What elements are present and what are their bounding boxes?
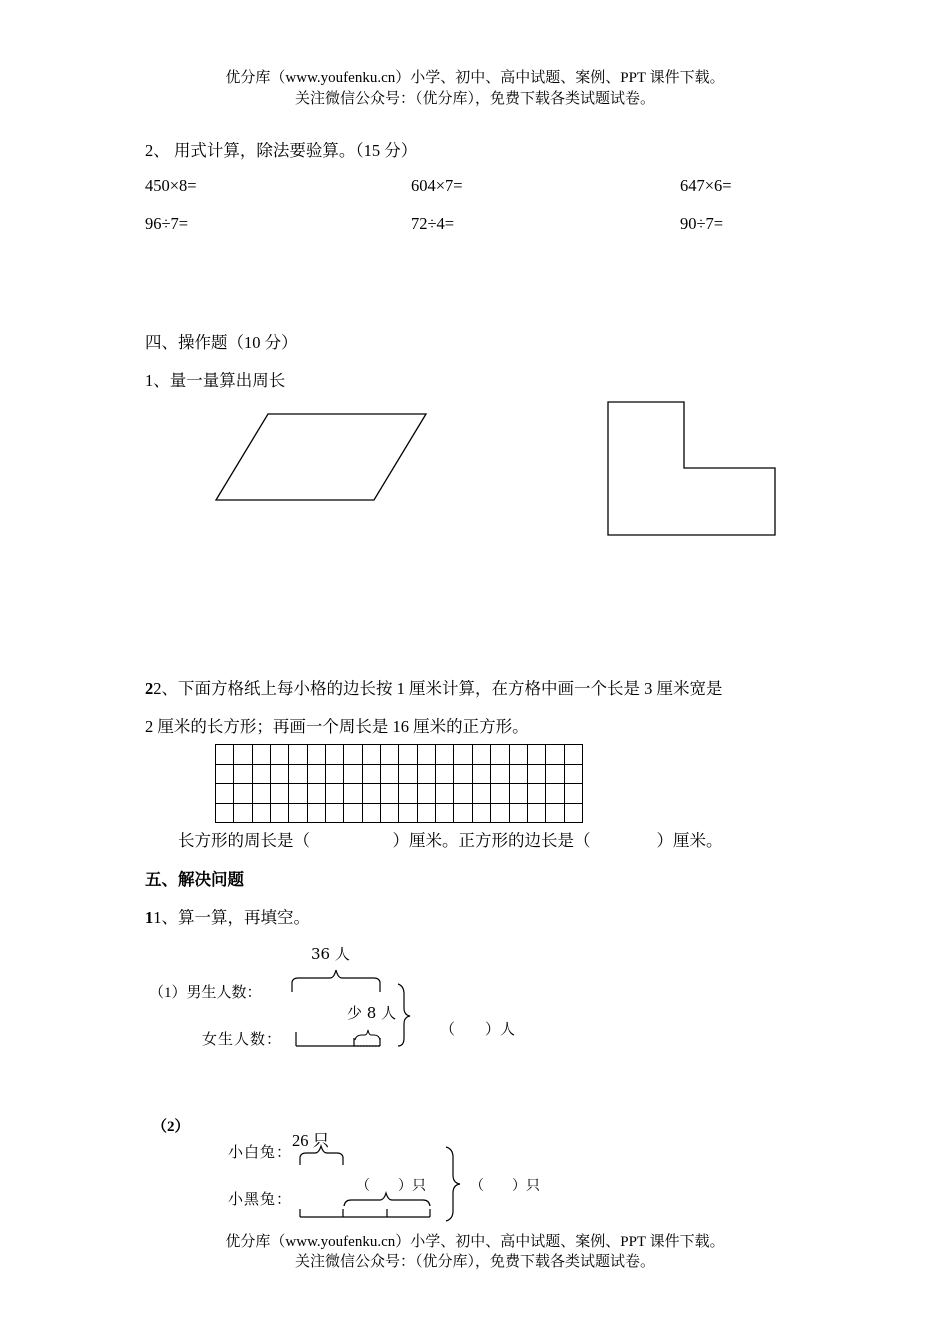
calc-question-title: 2、 用式计算，除法要验算。（15 分） bbox=[145, 141, 418, 160]
footer-line-1: 优分库（www.youfenku.cn）小学、初中、高中试题、案例、PPT 课件下载。 bbox=[225, 1234, 725, 1250]
grid-cell[interactable] bbox=[454, 765, 472, 785]
boys-brace bbox=[292, 970, 380, 992]
grid-cell[interactable] bbox=[528, 784, 546, 804]
boys-count-label: （1）男生人数： bbox=[149, 985, 262, 1001]
grid-cell[interactable] bbox=[473, 804, 491, 824]
grid-cell[interactable] bbox=[381, 745, 399, 765]
calc-problem-2: 604×7= bbox=[411, 176, 463, 195]
grid-cell[interactable] bbox=[399, 765, 417, 785]
grid-cell[interactable] bbox=[363, 745, 381, 765]
grid-cell[interactable] bbox=[436, 765, 454, 785]
l-shape bbox=[608, 402, 775, 535]
grid-cell[interactable] bbox=[528, 765, 546, 785]
grid-cell[interactable] bbox=[528, 745, 546, 765]
calc-problem-6: 90÷7= bbox=[680, 214, 724, 233]
grid-cell[interactable] bbox=[399, 804, 417, 824]
grid-cell[interactable] bbox=[473, 765, 491, 785]
girls-count-label: 女生人数： bbox=[202, 1030, 283, 1048]
grid-cell[interactable] bbox=[253, 804, 271, 824]
grid-cell[interactable] bbox=[491, 765, 509, 785]
grid-question-line-1 bbox=[145, 675, 723, 699]
grid-cell[interactable] bbox=[308, 804, 326, 824]
grid-cell[interactable] bbox=[344, 804, 362, 824]
grid-cell[interactable] bbox=[363, 804, 381, 824]
solve-question-number: 1 bbox=[145, 908, 154, 927]
diagram1-right-brace bbox=[398, 984, 410, 1046]
header-line-1: 优分库（www.youfenku.cn）小学、初中、高中试题、案例、PPT 课件下载。 bbox=[225, 70, 725, 86]
calc-problem-3: 647×6= bbox=[680, 176, 732, 195]
grid-cell[interactable] bbox=[454, 804, 472, 824]
diagram1-answer-blank: （ ）人 bbox=[440, 1022, 516, 1038]
grid-cell[interactable] bbox=[234, 804, 252, 824]
less-people-label: 少 8 人 bbox=[347, 1004, 397, 1022]
grid-cell[interactable] bbox=[344, 765, 362, 785]
header-line-2: 关注微信公众号：（优分库），免费下载各类试题试卷。 bbox=[294, 91, 655, 107]
grid-cell[interactable] bbox=[399, 784, 417, 804]
grid-cell[interactable] bbox=[510, 745, 528, 765]
grid-cell[interactable] bbox=[565, 784, 583, 804]
section-5-title: 五、解决问题 bbox=[145, 870, 244, 889]
grid-cell[interactable] bbox=[491, 804, 509, 824]
white-rabbit-count: 26 只 bbox=[292, 1131, 330, 1150]
grid-cell[interactable] bbox=[418, 804, 436, 824]
grid-cell[interactable] bbox=[565, 804, 583, 824]
grid-cell[interactable] bbox=[546, 765, 564, 785]
grid-cell[interactable] bbox=[289, 804, 307, 824]
grid-cell[interactable] bbox=[528, 804, 546, 824]
grid-cell[interactable] bbox=[363, 784, 381, 804]
grid-cell[interactable] bbox=[289, 745, 307, 765]
grid-cell[interactable] bbox=[546, 784, 564, 804]
grid-cell[interactable] bbox=[308, 784, 326, 804]
grid-cell[interactable] bbox=[399, 745, 417, 765]
grid-cell[interactable] bbox=[510, 784, 528, 804]
grid-cell[interactable] bbox=[418, 765, 436, 785]
black-rabbit-label: 小黑兔： bbox=[228, 1190, 293, 1208]
grid-cell[interactable] bbox=[454, 784, 472, 804]
grid-cell[interactable] bbox=[326, 784, 344, 804]
diagram2-answer-blank: （ ）只 bbox=[470, 1179, 540, 1194]
grid-cell[interactable] bbox=[418, 745, 436, 765]
grid-cell[interactable] bbox=[308, 765, 326, 785]
grid-cell[interactable] bbox=[510, 804, 528, 824]
grid-cell[interactable] bbox=[546, 804, 564, 824]
black-rabbit-part-blank: （ ）只 bbox=[356, 1179, 426, 1194]
grid-cell[interactable] bbox=[271, 765, 289, 785]
grid-cell[interactable] bbox=[546, 745, 564, 765]
perimeter-answer-line: 长方形的周长是（ ）厘米。正方形的边长是（ ）厘米。 bbox=[178, 831, 723, 850]
grid-cell[interactable] bbox=[326, 765, 344, 785]
white-rabbit-label: 小白兔： bbox=[228, 1143, 293, 1161]
grid-cell[interactable] bbox=[473, 784, 491, 804]
grid-cell[interactable] bbox=[216, 745, 234, 765]
grid-cell[interactable] bbox=[381, 765, 399, 785]
solve-question-text: 1、算一算，再填空。 bbox=[153, 908, 310, 927]
grid-question-text: 2、下面方格纸上每小格的边长按 1 厘米计算，在方格中画一个长是 3 厘米宽是 bbox=[153, 679, 723, 698]
grid-cell[interactable] bbox=[253, 765, 271, 785]
grid-cell[interactable] bbox=[289, 784, 307, 804]
grid-cell[interactable] bbox=[289, 765, 307, 785]
grid-cell[interactable] bbox=[216, 784, 234, 804]
grid-cell[interactable] bbox=[381, 804, 399, 824]
grid-cell[interactable] bbox=[565, 745, 583, 765]
parallelogram-shape bbox=[216, 414, 426, 500]
grid-cell[interactable] bbox=[271, 784, 289, 804]
grid-cell[interactable] bbox=[271, 804, 289, 824]
grid-cell[interactable] bbox=[271, 745, 289, 765]
grid-cell[interactable] bbox=[234, 745, 252, 765]
grid-cell[interactable] bbox=[344, 745, 362, 765]
diagram2-index: （2） bbox=[152, 1119, 190, 1135]
grid-cell[interactable] bbox=[510, 765, 528, 785]
footer-line-2: 关注微信公众号：（优分库），免费下载各类试题试卷。 bbox=[294, 1254, 655, 1270]
grid-cell[interactable] bbox=[436, 784, 454, 804]
grid-cell[interactable] bbox=[363, 765, 381, 785]
grid-cell[interactable] bbox=[216, 765, 234, 785]
grid-cell[interactable] bbox=[234, 765, 252, 785]
measure-question: 1、量一量算出周长 bbox=[145, 371, 286, 390]
section-4-title: 四、操作题（10 分） bbox=[145, 333, 298, 352]
grid-cell[interactable] bbox=[253, 784, 271, 804]
grid-cell[interactable] bbox=[234, 784, 252, 804]
diagram2-right-brace bbox=[446, 1147, 460, 1221]
grid-cell[interactable] bbox=[436, 804, 454, 824]
grid-cell[interactable] bbox=[436, 745, 454, 765]
grid-cell[interactable] bbox=[216, 804, 234, 824]
calc-problem-1: 450×8= bbox=[145, 176, 197, 195]
square-grid-paper[interactable] bbox=[215, 744, 583, 823]
grid-cell[interactable] bbox=[326, 745, 344, 765]
grid-cell[interactable] bbox=[344, 784, 362, 804]
grid-cell[interactable] bbox=[473, 745, 491, 765]
grid-cell[interactable] bbox=[326, 804, 344, 824]
grid-cell[interactable] bbox=[565, 765, 583, 785]
grid-cell[interactable] bbox=[491, 745, 509, 765]
grid-question-number: 2 bbox=[145, 679, 154, 698]
grid-cell[interactable] bbox=[418, 784, 436, 804]
grid-cell[interactable] bbox=[491, 784, 509, 804]
calc-problem-5: 72÷4= bbox=[411, 214, 455, 233]
grid-cell[interactable] bbox=[253, 745, 271, 765]
total-people-label: 36 人 bbox=[311, 945, 350, 963]
grid-question-line-2: 2 厘米的长方形；再画一个周长是 16 厘米的正方形。 bbox=[145, 717, 529, 736]
grid-cell[interactable] bbox=[454, 745, 472, 765]
solve-question-1 bbox=[145, 904, 310, 928]
less-brace bbox=[355, 1030, 380, 1040]
grid-cell[interactable] bbox=[308, 745, 326, 765]
grid-cell[interactable] bbox=[381, 784, 399, 804]
calc-problem-4: 96÷7= bbox=[145, 214, 189, 233]
